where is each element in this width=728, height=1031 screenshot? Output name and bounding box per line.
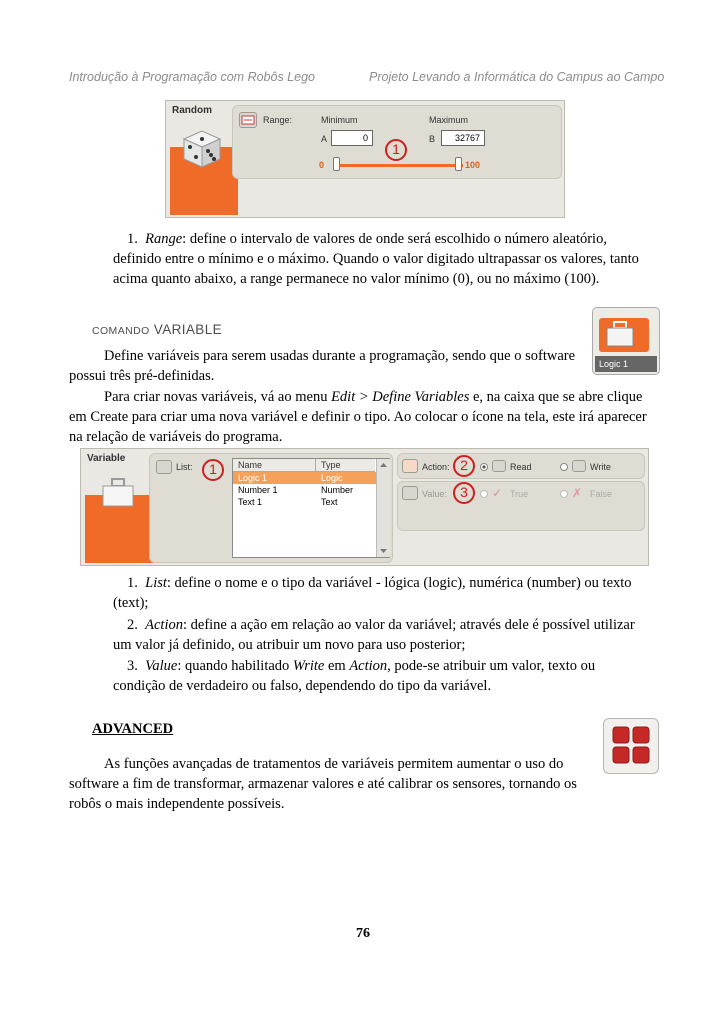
- range-item: [127, 229, 687, 249]
- slider-max-label: 100: [465, 160, 481, 170]
- list-item-value: 3. Value: quando habilitado Write em Action, pode-se atribuir um valor, texto ou: [127, 658, 596, 674]
- list-item-list: 1. List: define o nome e o tipo da variável - lógica (logic), numérica (number) ou texto: [127, 575, 632, 591]
- dice-icon: [178, 123, 226, 171]
- value-icon: [402, 486, 418, 500]
- b-label: B: [429, 134, 436, 144]
- true-radio[interactable]: [480, 490, 488, 498]
- list-row[interactable]: Number 1 Number: [238, 485, 354, 495]
- range-slider-track[interactable]: [333, 164, 463, 167]
- range-label: Range:: [263, 115, 293, 125]
- range-desc-cont2: acima quanto abaixo, a range permanece no valor mínimo (0), ou no máximo (100).: [113, 271, 600, 287]
- variable-title: Variable: [87, 453, 126, 464]
- list-label: List:: [176, 462, 193, 472]
- advanced-line1: As funções avançadas de tratamentos de variáveis permitem aumentar o uso do: [104, 756, 564, 772]
- read-radio[interactable]: [480, 463, 488, 471]
- range-desc-cont: definido entre o mínimo e o máximo. Quando o valor digitado ultrapassar os valores, tanto: [113, 251, 639, 267]
- value-pane: [397, 481, 645, 531]
- random-config-pane: [232, 105, 562, 179]
- scroll-arrows: [377, 459, 390, 557]
- range-icon: [239, 112, 257, 128]
- annotation-var-1: 1: [202, 459, 224, 481]
- range-term: Range: [145, 231, 183, 247]
- write-label: Write: [590, 462, 611, 472]
- variable-p2-line1: [104, 387, 642, 407]
- p2-menu-path: Edit > Define Variables: [331, 389, 470, 405]
- variable-p2-line3: na relação de variáveis do programa.: [69, 429, 283, 445]
- annotation-var-2: 2: [453, 455, 475, 477]
- check-icon: ✓: [492, 486, 503, 500]
- list-item-list-cont: (text);: [113, 595, 149, 611]
- false-label: False: [590, 489, 613, 499]
- p2-text-b: e, na caixa que se abre clique: [469, 389, 643, 405]
- p2-text-a: Para criar novas variáveis, vá ao menu: [104, 389, 332, 405]
- variable-heading: [92, 322, 222, 337]
- list-scrollbar[interactable]: [376, 459, 390, 557]
- action-icon: [402, 459, 418, 473]
- variable-block-icon: [592, 307, 660, 375]
- col-name-header[interactable]: Name: [238, 460, 263, 470]
- list-header: [233, 459, 375, 472]
- range-desc: : define o intervalo de valores de onde será escolhido o número aleatório,: [182, 231, 607, 247]
- variable-block-figure: [80, 448, 649, 566]
- cross-icon: ✗: [572, 486, 583, 500]
- col-type-header[interactable]: Type: [321, 460, 341, 470]
- header-left: Introdução à Programação com Robôs Lego: [69, 70, 315, 84]
- annotation-1: 1: [385, 139, 407, 161]
- header-right: Projeto Levando a Informática do Campus ao Campo: [369, 70, 665, 84]
- list-pane: [149, 453, 393, 563]
- list-row[interactable]: Text 1 Text: [238, 497, 338, 507]
- read-label: Read: [510, 462, 532, 472]
- write-icon: [572, 460, 586, 472]
- advanced-icon: [603, 718, 659, 774]
- value-label: Value:: [422, 489, 447, 499]
- random-title: Random: [172, 105, 212, 116]
- slider-min-handle[interactable]: [333, 157, 340, 171]
- page-number: 76: [356, 926, 370, 941]
- read-icon: [492, 460, 506, 472]
- list-icon: [156, 460, 172, 474]
- a-label: A: [321, 134, 328, 144]
- variable-icon-label: Logic 1: [599, 359, 629, 369]
- range-num: 1.: [127, 231, 138, 247]
- list-row[interactable]: Logic 1 Logic: [233, 472, 380, 484]
- advanced-line3: robôs o mais independente possíveis.: [69, 796, 285, 812]
- true-label: True: [510, 489, 529, 499]
- maximum-label: Maximum: [429, 115, 469, 125]
- advanced-heading: ADVANCED: [92, 721, 174, 737]
- slider-max-handle[interactable]: [455, 157, 462, 171]
- advanced-line2: software a fim de transformar, armazenar valores e até calibrar os sensores, tornando os: [69, 776, 577, 792]
- grid-icon: [604, 719, 658, 773]
- briefcase-icon: [605, 320, 635, 348]
- list-item-action-cont: um valor já definido, ou atribuir um novo para uso posterior;: [113, 637, 466, 653]
- random-block-figure: [165, 100, 565, 218]
- action-label: Action:: [422, 462, 450, 472]
- variable-p1-line2: possui três pré-definidas.: [69, 368, 215, 384]
- variable-listbox[interactable]: [232, 458, 390, 558]
- variable-p2-line2: em Create para criar uma nova variável e definir o tipo. Ao colocar o ícone na tela, este irá aparecer: [69, 409, 647, 425]
- variable-p1-line1: Define variáveis para serem usadas durante a programação, sendo que o software: [104, 348, 576, 364]
- variable-briefcase-icon: [101, 477, 135, 509]
- variable-heading-main: VARIABLE: [153, 322, 223, 337]
- minimum-input[interactable]: 0: [331, 130, 373, 146]
- action-pane: [397, 453, 645, 479]
- list-item-value-cont: condição de verdadeiro ou falso, dependendo do tipo da variável.: [113, 678, 492, 694]
- maximum-input[interactable]: 32767: [441, 130, 485, 146]
- false-radio[interactable]: [560, 490, 568, 498]
- slider-min-label: 0: [319, 160, 325, 170]
- annotation-var-3: 3: [453, 482, 475, 504]
- list-item-action: 2. Action: define a ação em relação ao valor da variável; através dele é possível utilizar: [127, 617, 635, 633]
- variable-heading-small: COMANDO: [92, 325, 150, 337]
- write-radio[interactable]: [560, 463, 568, 471]
- minimum-label: Minimum: [321, 115, 358, 125]
